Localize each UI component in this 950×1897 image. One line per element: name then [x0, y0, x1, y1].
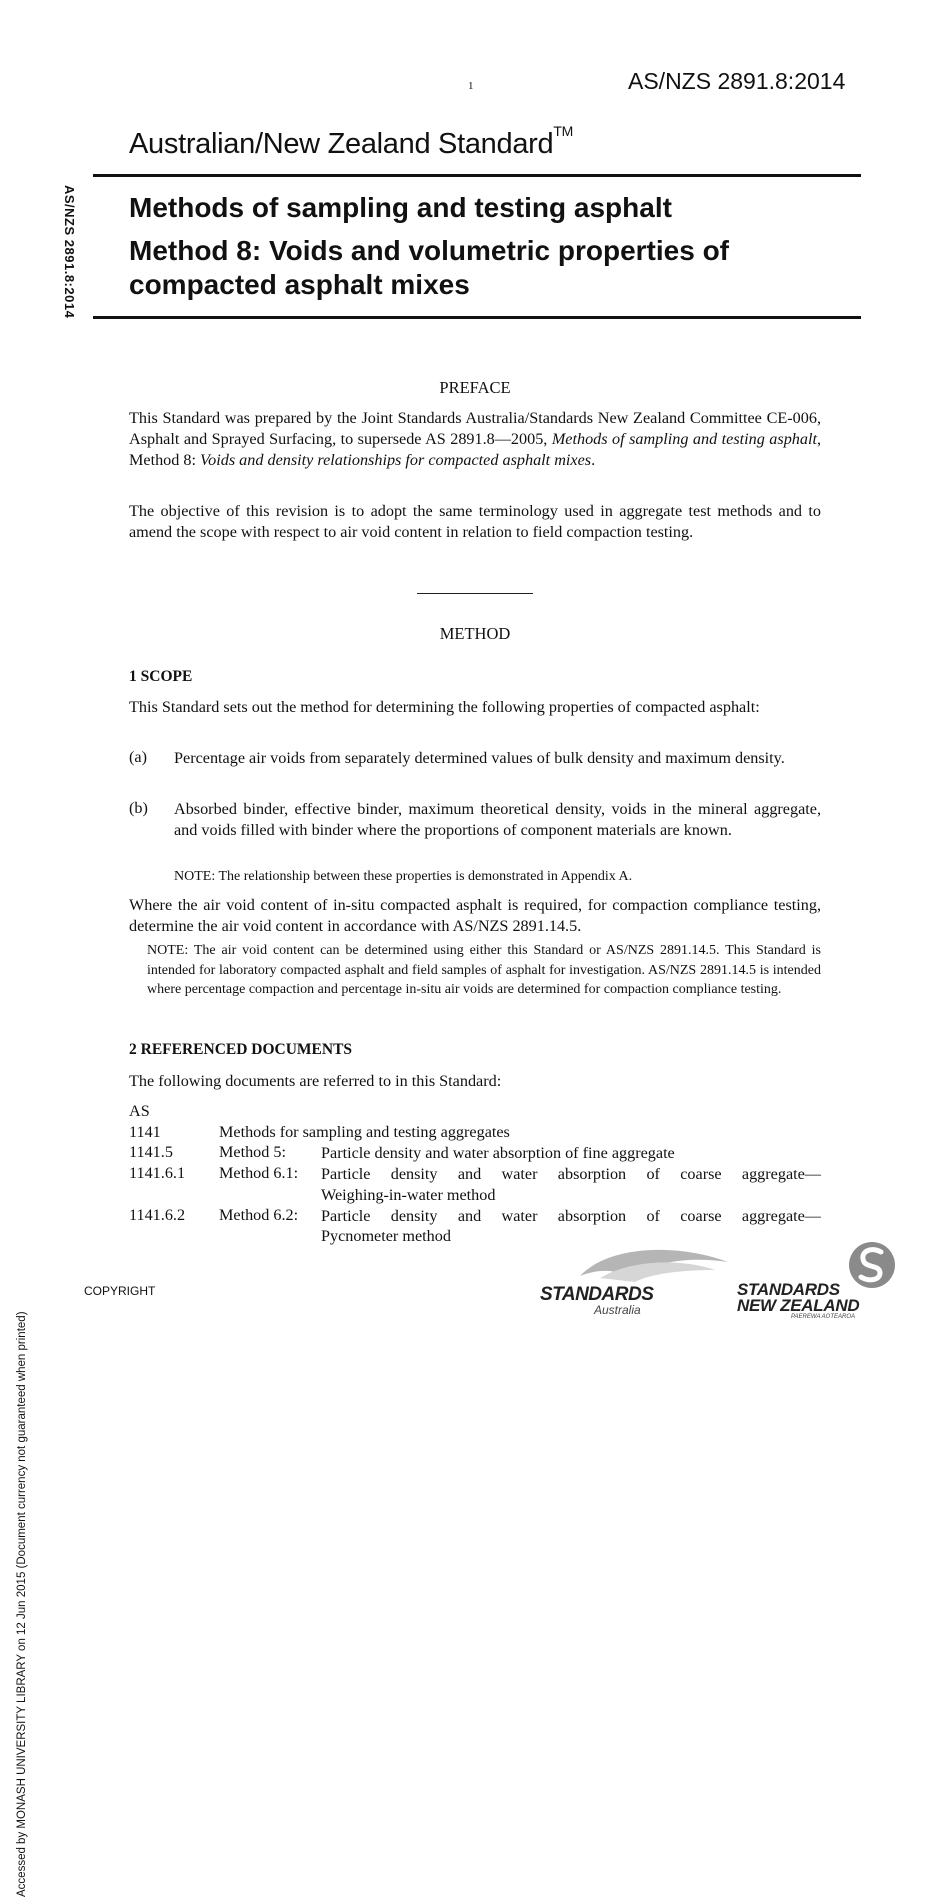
- reference-code: 1141.5: [129, 1143, 173, 1161]
- reference-code: 1141.6.1: [129, 1164, 186, 1182]
- series-label: Australian/New Zealand Standard: [129, 128, 554, 160]
- preface-p1-italic-title: Methods of sampling and testing asphalt: [551, 430, 817, 448]
- scope-item-text: Percentage air voids from separately determined values of bulk density and maximum density.: [174, 749, 785, 767]
- scope-item-label: (b): [129, 799, 148, 817]
- standards-nz-subtitle: PAEREWA AOTEAROA: [791, 1314, 856, 1320]
- reference-method: Methods for sampling and testing aggregates: [219, 1123, 510, 1141]
- reference-code: 1141: [129, 1123, 161, 1141]
- reference-method: Method 5:: [219, 1143, 286, 1161]
- standards-australia-wordmark: STANDARDS: [540, 1284, 654, 1305]
- standard-series: [129, 123, 573, 161]
- scope-intro: This Standard sets out the method for determining the following properties of compacted asphalt:: [129, 698, 760, 716]
- preface-paragraph-1: [129, 408, 821, 471]
- scope-note-1: NOTE: The relationship between these properties is demonstrated in Appendix A.: [174, 869, 633, 884]
- page-number: 1: [468, 80, 474, 92]
- preface-heading: PREFACE: [439, 378, 511, 397]
- standards-new-zealand-logo: [735, 1240, 895, 1320]
- standards-nz-word-2: NEW ZEALAND: [737, 1296, 860, 1315]
- document-subtitle: Method 8: Voids and volumetric properties of compacted asphalt mixes: [129, 235, 729, 300]
- access-notice: [14, 596, 34, 1897]
- title-rule-bottom: [93, 316, 861, 319]
- scope-item-label: (a): [129, 748, 147, 766]
- standards-australia-subtitle: Australia: [594, 1303, 641, 1317]
- reference-code: 1141.6.2: [129, 1206, 186, 1224]
- method-heading: METHOD: [439, 624, 511, 643]
- copyright-notice: COPYRIGHT: [84, 1284, 156, 1298]
- references-group-label: AS: [129, 1102, 150, 1120]
- preface-p1-end: .: [591, 451, 596, 469]
- standards-nz-wordmark: [737, 1282, 859, 1314]
- reference-method: Method 6.2:: [219, 1206, 299, 1224]
- preface-p1-middle: , Method 8:: [129, 430, 822, 469]
- preface-p1-italic-method: Voids and density relationships for compacted asphalt mixes: [200, 451, 592, 469]
- title-rule-top: [93, 174, 861, 177]
- document-title: Methods of sampling and testing asphalt: [129, 192, 672, 223]
- standards-australia-logo: [540, 1248, 730, 1318]
- reference-method: Method 6.1:: [219, 1164, 299, 1182]
- trademark-mark: TM: [553, 123, 573, 140]
- access-notice-text: Accessed by MONASH UNIVERSITY LIBRARY on 12 Jun 2015 (Document currency not guaranteed when printed): [16, 1311, 28, 1897]
- reference-title: Particle density and water absorption of fine aggregate: [321, 1144, 675, 1162]
- scope-note-2: NOTE: The air void content can be determined using either this Standard or AS/NZS 2891.14.5. This Standard is intended for laboratory compacted asphalt and field samples of asphalt for investigation. AS/NZS 2891.14.5 is intended where percentage compaction and percentage in-situ air voids are determined for compaction compliance testing.: [147, 943, 821, 997]
- spine-standard-code: [55, 185, 79, 335]
- references-intro: The following documents are referred to in this Standard:: [129, 1072, 502, 1090]
- section-divider: [417, 593, 533, 594]
- preface-p1-text: This Standard was prepared by the Joint Standards Australia/Standards New Zealand Committee CE-006, Asphalt and Sprayed Surfacing, to supersede AS 2891.8—2005,: [129, 409, 821, 448]
- reference-title: Particle density and water absorption of coarse aggregate—: [321, 1165, 821, 1183]
- compliance-paragraph: Where the air void content of in-situ compacted asphalt is required, for compaction compliance testing, determine the air void content in accordance with AS/NZS 2891.14.5.: [129, 896, 821, 935]
- scope-item-text: Absorbed binder, effective binder, maximum theoretical density, voids in the mineral aggregate, and voids filled with binder where the proportions of component materials are known.: [174, 800, 821, 839]
- scope-heading: 1 SCOPE: [129, 668, 193, 685]
- standard-code: AS/NZS 2891.8:2014: [628, 68, 846, 94]
- spine-code-text: AS/NZS 2891.8:2014: [62, 185, 77, 319]
- standards-nz-word-1: STANDARDS: [737, 1280, 840, 1299]
- references-heading: 2 REFERENCED DOCUMENTS: [129, 1041, 353, 1058]
- reference-title-continued: Weighing-in-water method: [321, 1186, 496, 1204]
- preface-paragraph-2: The objective of this revision is to adopt the same terminology used in aggregate test methods and to amend the scope with respect to air void content in relation to field compaction testing.: [129, 502, 821, 541]
- reference-title: Particle density and water absorption of coarse aggregate—: [321, 1207, 821, 1225]
- reference-title-continued: Pycnometer method: [321, 1227, 451, 1245]
